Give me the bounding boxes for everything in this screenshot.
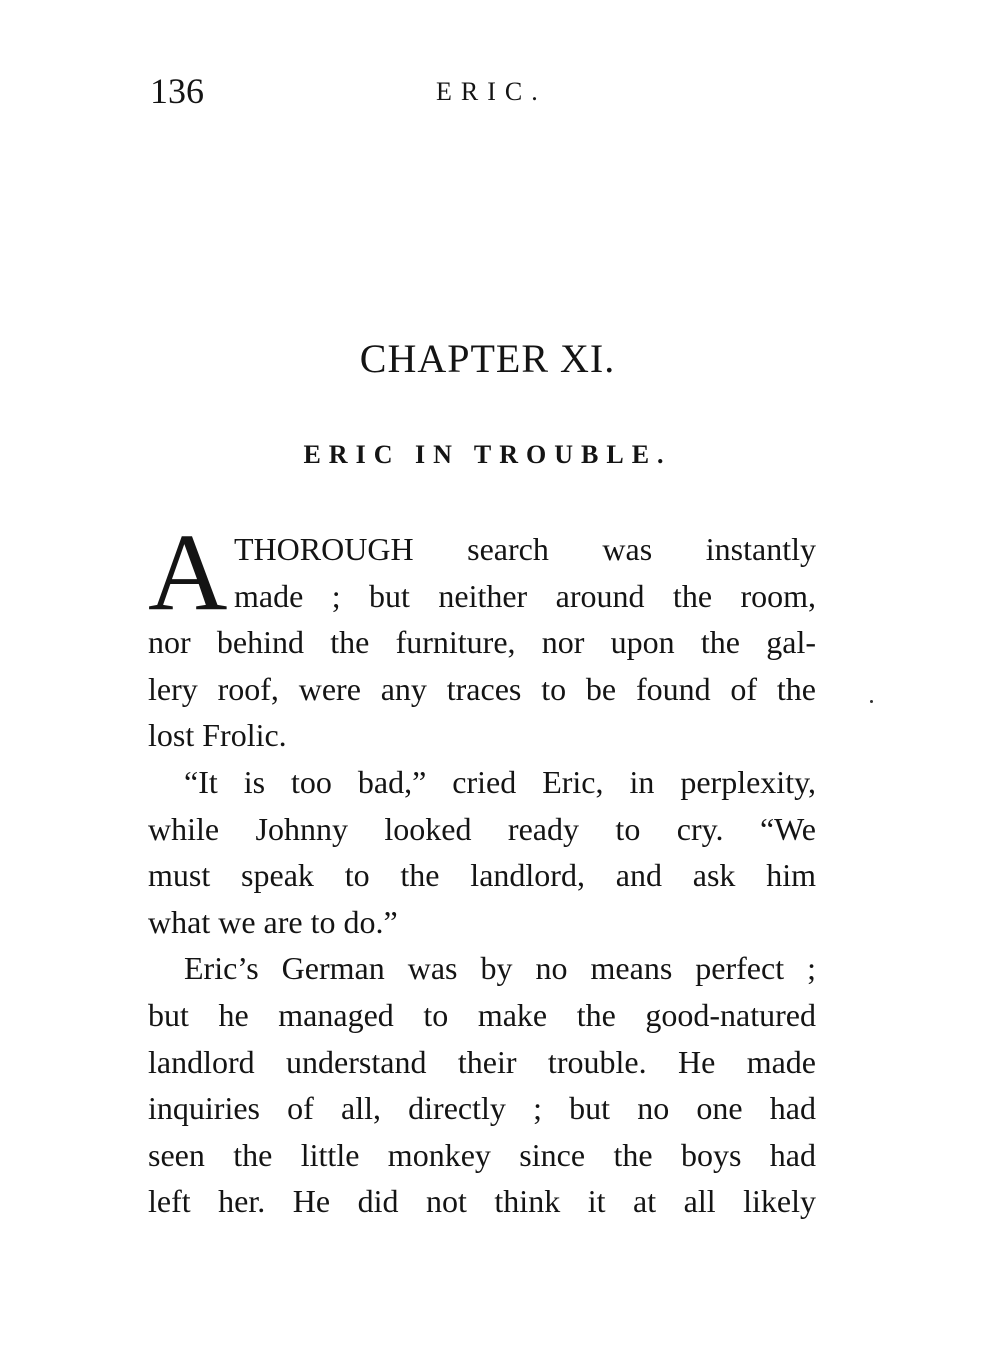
running-head: ERIC. (436, 77, 547, 106)
text-line: made ; but neither around the room, (234, 577, 816, 614)
text-line: while Johnny looked ready to cry. “We (148, 810, 816, 847)
ink-speck (870, 700, 873, 703)
text-line: “It is too bad,” cried Eric, in perplexity, (184, 763, 816, 800)
chapter-title: CHAPTER XI. (359, 336, 616, 381)
chapter-subtitle: ERIC IN TROUBLE. (303, 440, 672, 469)
text-line: nor behind the furniture, nor upon the gal- (148, 624, 816, 661)
text-line: must speak to the landlord, and ask him (148, 857, 816, 894)
page-number: 136 (150, 71, 204, 111)
text-line: Eric’s German was by no means perfect ; (184, 950, 816, 987)
text-line: lost Frolic. (148, 717, 287, 754)
text-line: inquiries of all, directly ; but no one had (148, 1090, 816, 1127)
text-line: what we are to do.” (148, 903, 398, 940)
text-line: lery roof, were any traces to be found of the (148, 670, 816, 707)
text-line: seen the little monkey since the boys had (148, 1136, 816, 1173)
text-line: left her. He did not think it at all likely (148, 1183, 816, 1220)
text-line: THOROUGH search was instantly (234, 531, 816, 567)
text-line: but he managed to make the good-natured (148, 996, 816, 1033)
text-line: landlord understand their trouble. He made (148, 1043, 816, 1080)
drop-cap: A (148, 511, 228, 633)
body-text (148, 526, 816, 1225)
